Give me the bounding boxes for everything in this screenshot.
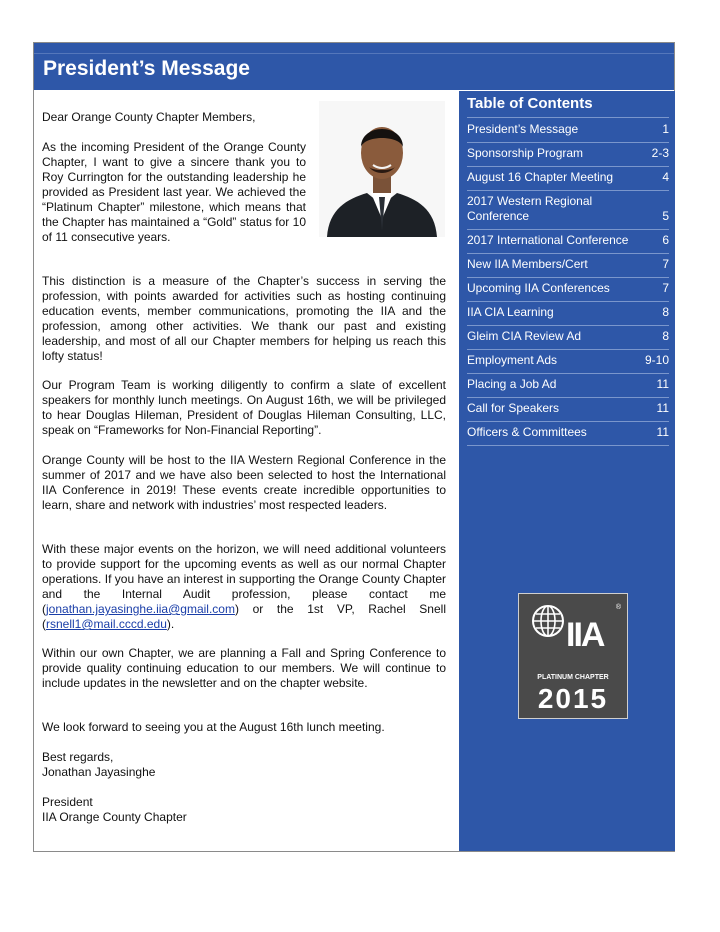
toc-item-page: 1 — [662, 122, 669, 136]
toc-item[interactable] — [467, 191, 669, 230]
title-banner — [34, 43, 674, 91]
table-of-contents-sidebar — [459, 91, 675, 851]
toc-item-label: August 16 Chapter Meeting — [467, 170, 614, 184]
toc-item-label: IIA CIA Learning — [467, 305, 554, 319]
toc-item[interactable] — [467, 398, 669, 422]
toc-item[interactable] — [467, 326, 669, 350]
toc-item[interactable] — [467, 302, 669, 326]
toc-item[interactable] — [467, 350, 669, 374]
toc-item-page: 9-10 — [644, 353, 669, 367]
toc-item[interactable] — [467, 374, 669, 398]
toc-item-label: 2017 Western Regional Conference — [467, 194, 593, 223]
toc-item-label: Sponsorship Program — [467, 146, 584, 160]
paragraph-1: As the incoming President of the Orange County Chapter, I want to give a sincere thank you to Roy Currington for the outstanding leadership he provided as President last year. We achieved the “Platinum Chapter” milestone, which means that the Chapter has maintained a “Gold” status for 10 of 11 consecutive years. — [42, 140, 306, 244]
registered-mark: ® — [615, 604, 621, 611]
toc-title: Table of Contents — [467, 95, 593, 112]
globe-icon — [531, 604, 565, 638]
toc-item[interactable] — [467, 230, 669, 254]
toc-item[interactable] — [467, 254, 669, 278]
toc-item[interactable] — [467, 119, 669, 143]
signature-role: President — [42, 795, 93, 809]
toc-item-label: Gleim CIA Review Ad — [467, 329, 582, 343]
paragraph-7: We look forward to seeing you at the August 16th lunch meeting. — [42, 720, 385, 734]
newsletter-page — [33, 42, 675, 852]
toc-item-page: 8 — [662, 305, 669, 319]
toc-item-label: President’s Message — [467, 122, 579, 136]
paragraph-5-end: ). — [166, 617, 175, 631]
paragraph-6: Within our own Chapter, we are planning a Fall and Spring Conference to provide quality continuing education to our members. We will continue to include updates in the newsletter and on the chapter website. — [42, 646, 446, 690]
toc-item-page: 11 — [656, 377, 669, 391]
toc-divider — [467, 117, 669, 118]
signature-name: Jonathan Jayasinghe — [42, 765, 156, 779]
toc-item-label: 2017 International Conference — [467, 233, 629, 247]
banner-stripe — [34, 53, 674, 54]
paragraph-5 — [42, 542, 446, 632]
toc-item[interactable] — [467, 143, 669, 167]
toc-item[interactable] — [467, 167, 669, 191]
toc-item-label: Employment Ads — [467, 353, 558, 367]
toc-item-page: 2-3 — [651, 146, 669, 160]
toc-item[interactable] — [467, 278, 669, 302]
toc-item-label: Upcoming IIA Conferences — [467, 281, 610, 295]
paragraph-5-text: With these major events on the horizon, we will need additional volunteers to provide support for the upcoming events as well as our normal Chapter operations. If you have an interest in supporting the Orange County Chapter and the Internal Audit profession, please contact me ( — [42, 542, 446, 616]
toc-item[interactable] — [467, 422, 669, 446]
logo-year: 2015 — [537, 683, 609, 714]
paragraph-3: Our Program Team is working diligently to confirm a slate of excellent speakers for monthly lunch meetings. On August 16th, we will be privileged to hear Douglas Hileman, President of Douglas Hileman Consulting, LLC, speak on “Frameworks for Non-Financial Reporting”. — [42, 378, 446, 437]
paragraph-5-middle: ) or the 1st VP, Rachel Snell ( — [42, 602, 446, 631]
toc-list — [467, 119, 669, 446]
closing: Best regards, — [42, 750, 114, 764]
vp-email-link[interactable]: rsnell1@mail.cccd.edu — [46, 617, 167, 631]
iia-platinum-chapter-logo — [518, 593, 628, 719]
page-title: President’s Message — [43, 57, 250, 80]
toc-item-page: 6 — [662, 233, 669, 247]
toc-item-page: 7 — [662, 257, 669, 271]
toc-item-label: Officers & Committees — [467, 425, 587, 439]
president-email-link[interactable]: jonathan.jayasinghe.iia@gmail.com — [46, 602, 235, 616]
toc-item-label: Call for Speakers — [467, 401, 560, 415]
toc-item-page: 11 — [656, 401, 669, 415]
toc-item-page: 11 — [656, 425, 669, 439]
toc-item-page: 8 — [662, 329, 669, 343]
toc-item-page: 5 — [662, 209, 669, 223]
signature-org: IIA Orange County Chapter — [42, 810, 187, 824]
toc-item-page: 7 — [662, 281, 669, 295]
toc-item-label: New IIA Members/Cert — [467, 257, 588, 271]
paragraph-2: This distinction is a measure of the Chapter’s success in serving the profession, with points awarded for activities such as hosting continuing education events, member communications, promoting the IIA and the profession, among other activities. We thank our past and existing leadership, and most of all our Chapter members for helping us reach this lofty status! — [42, 274, 446, 363]
logo-caption: PLATINUM CHAPTER — [537, 674, 609, 681]
salutation: Dear Orange County Chapter Members, — [42, 110, 256, 124]
toc-item-label: Placing a Job Ad — [467, 377, 557, 391]
logo-brand: IIA — [566, 616, 604, 654]
toc-item-page: 4 — [662, 170, 669, 184]
paragraph-4: Orange County will be host to the IIA Western Regional Conference in the summer of 2017 and we have also been selected to host the International IIA Conference in 2019! These events create incredible opportunities to learn, share and network with industries’ most respected leaders. — [42, 453, 446, 512]
